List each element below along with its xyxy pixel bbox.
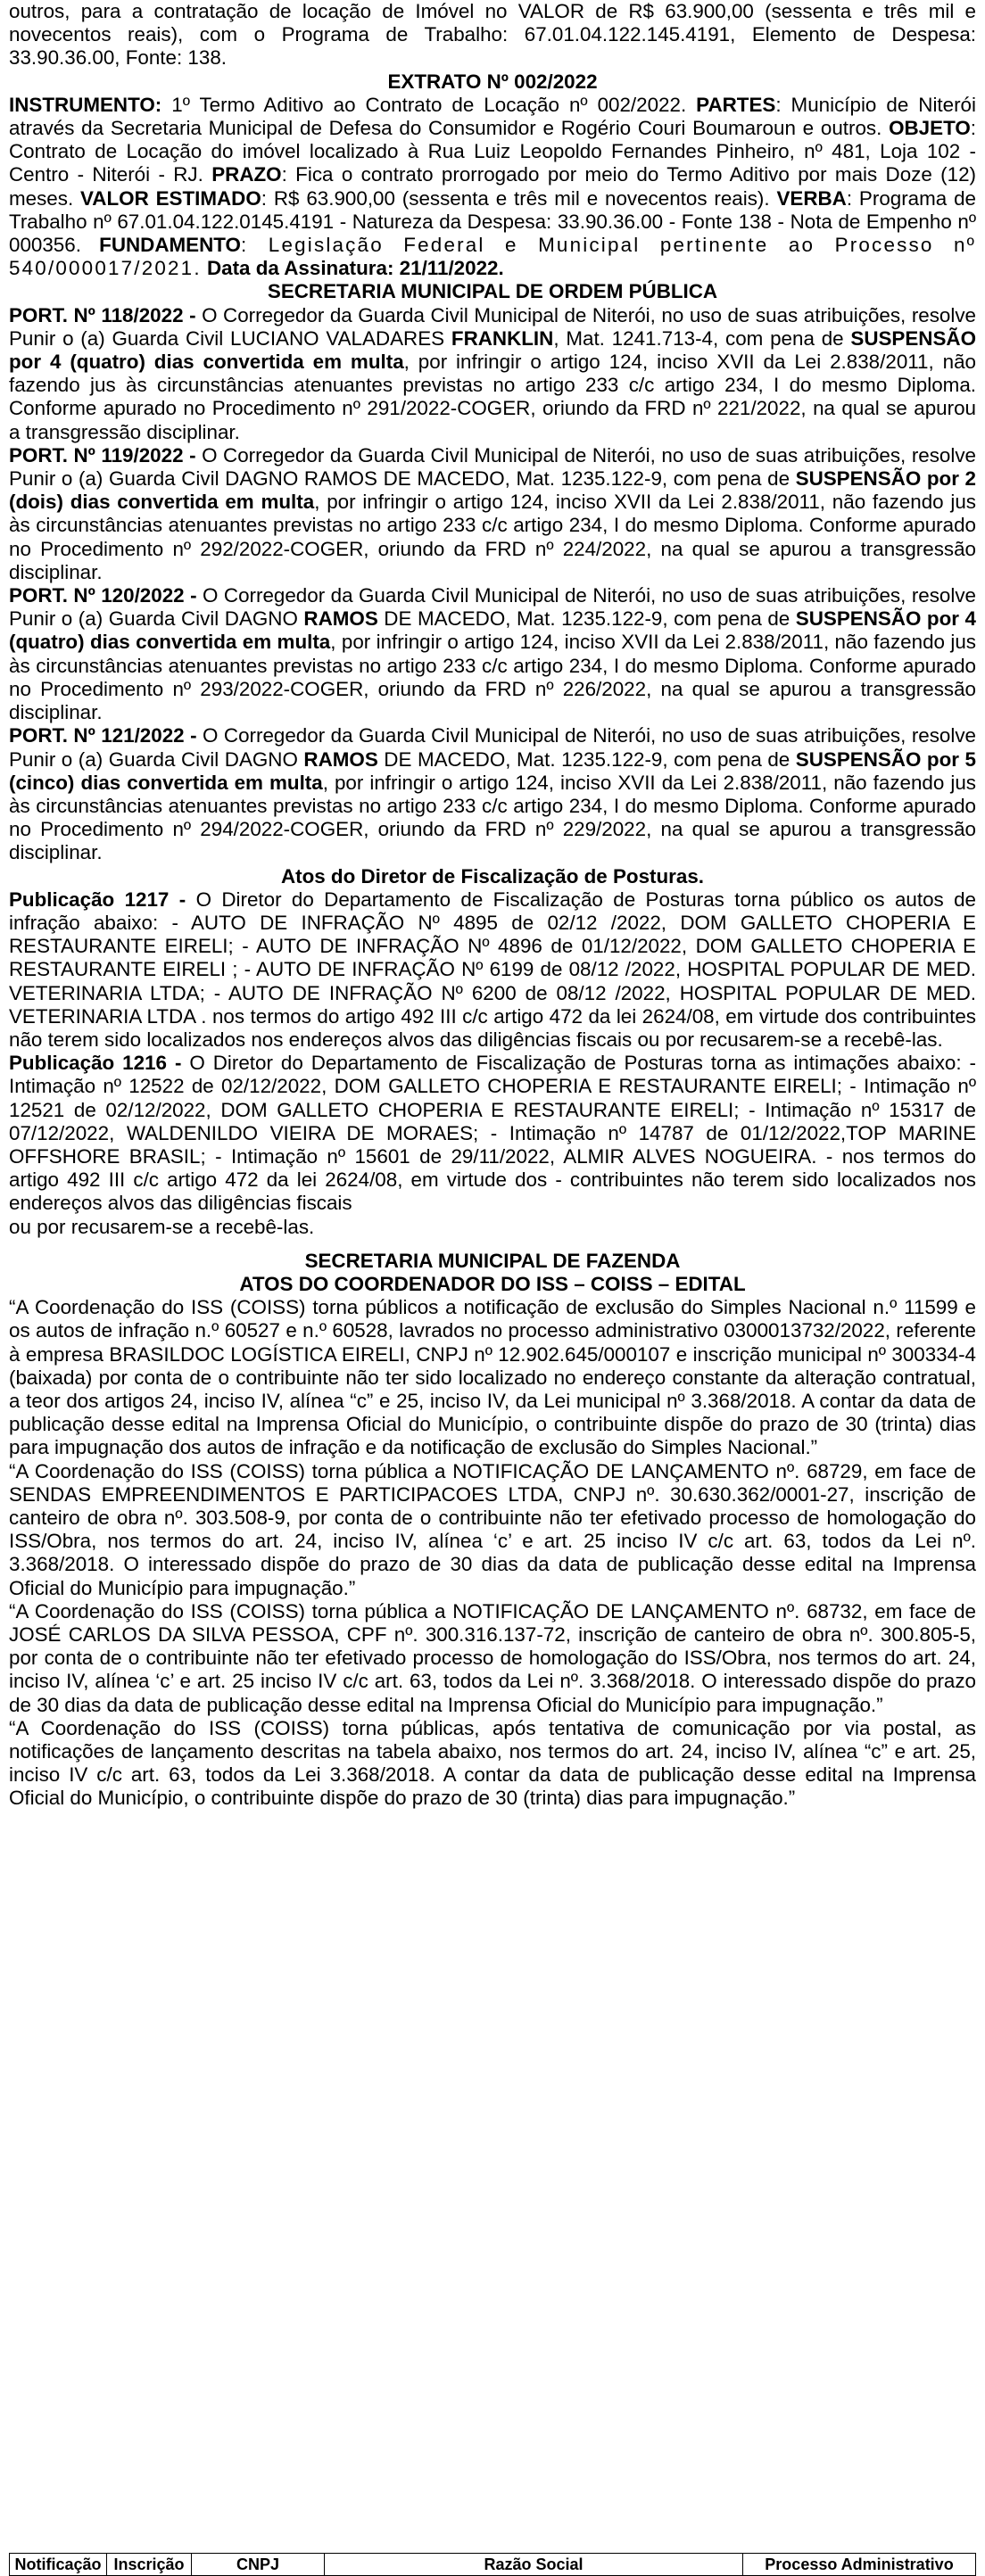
portaria-120-text-a: O Corregedor da Guarda Civil Municipal de Niterói, no uso de suas atribuições, resolve Punir o (a) Guarda Civil DAGNO — [9, 584, 976, 631]
portaria-118-head: PORT. Nº 118/2022 - — [9, 303, 196, 326]
notificacoes-table — [9, 2553, 976, 2576]
extrato-paragraph — [9, 94, 976, 281]
posturas-title: Atos do Diretor de Fiscalização de Posturas. — [280, 864, 705, 888]
publicacao-1216-head: Publicação 1216 - — [9, 1052, 182, 1075]
text-fundamento: : Legislação Federal e Municipal pertinente ao Processo nº 540/000017/2021. — [9, 234, 976, 280]
coiss-title: ATOS DO COORDENADOR DO ISS – COISS – EDITAL — [239, 1272, 746, 1295]
portaria-118-text-b: , Mat. 1241.713-4, com pena de — [553, 326, 851, 350]
portaria-118-text-a: O Corregedor da Guarda Civil Municipal de Niterói, no uso de suas atribuições, resolve Punir o (a) Guarda Civil LUCIANO VALADARES — [9, 303, 976, 350]
publicacao-1216-text: O Diretor do Departamento de Fiscalização de Posturas torna as intimações abaixo: - Intimação nº 12522 de 02/12/2022, DOM GALLETO CHOPERIA E RESTAURANTE EIRELI; - Intimação nº 12521 de 02/12/2022, DOM GALLETO CHOPERIA E RESTAURANTE EIRELI; - Intimação nº 15317 de 07/12/2022, WALDENILDO VIEIRA DE MORAES; - Intimação nº 14787 de 01/12/2022,TOP MARINE OFFSHORE BRASIL; - Intimação nº 15601 de 29/11/2022, ALMIR ALVES NOGUEIRA. - nos termos do artigo 492 III c/c artigo 472 da lei 2624/08, em virtude dos - contribuintes não terem sido localizados nos endereços alvos das diligências fiscais — [9, 1052, 976, 1215]
intro-paragraph: outros, para a contratação de locação de Imóvel no VALOR de R$ 63.900,00 (sessenta e três mil e novecentos reais), com o Programa de Trabalho: 67.01.04.122.145.4191, Elemento de Despesa: 33.90.36.00, Fonte: 138. — [9, 0, 976, 70]
portaria-119 — [9, 444, 976, 584]
ordem-publica-title: SECRETARIA MUNICIPAL DE ORDEM PÚBLICA — [267, 280, 718, 303]
portaria-121-head: PORT. Nº 121/2022 - — [9, 724, 197, 747]
publicacao-1217 — [9, 888, 976, 1052]
edital-3: “A Coordenação do ISS (COISS) torna pública a NOTIFICAÇÃO DE LANÇAMENTO nº. 68732, em face de JOSÉ CARLOS DA SILVA PESSOA, CPF nº. 300.316.137-72, inscrição de canteiro de obra nº. 300.805-5, por conta de o contribuinte não ter efetivado processo de homologação do ISS/Obra, nos termos do art. 24, inciso IV, alínea ‘c’ e art. 25 inciso IV c/c art. 63, todos da Lei nº. 3.368/2018. O interessado dispõe do prazo de 30 dias da data de publicação desse edital na Imprensa Oficial do Município para impugnação.” — [9, 1599, 976, 1716]
portaria-118-name: FRANKLIN — [451, 326, 554, 350]
publicacao-1216 — [9, 1052, 976, 1215]
table-header-row — [10, 2554, 976, 2576]
portaria-120-pena: SUSPENSÃO por 4 (quatro) dias convertida em multa — [9, 607, 976, 654]
portaria-121-pena: SUSPENSÃO por 5 (cinco) dias convertida em multa — [9, 747, 976, 794]
portaria-121-text-a: O Corregedor da Guarda Civil Municipal de Niterói, no uso de suas atribuições, resolve Punir o (a) Guarda Civil DAGNO — [9, 724, 976, 771]
label-fundamento: FUNDAMENTO — [99, 234, 241, 257]
header-cnpj: CNPJ — [192, 2554, 325, 2576]
portaria-120-text-b: DE MACEDO, Mat. 1235.122-9, com pena de — [377, 607, 796, 631]
portaria-118-pena: SUSPENSÃO por 4 (quatro) dias convertida em multa — [9, 326, 976, 374]
publicacao-1217-text: O Diretor do Departamento de Fiscalização de Posturas torna público os autos de infração abaixo: - AUTO DE INFRAÇÃO Nº 4895 de 02/12 /2022, DOM GALLETO CHOPERIA E RESTAURANTE EIRELI; - AUTO DE INFRAÇÃO Nº 4896 de 01/12/2022, DOM GALLETO CHOPERIA E RESTAURANTE EIRELI ; - AUTO DE INFRAÇÃO Nº 6199 de 08/12 /2022, HOSPITAL POPULAR DE MED. VETERINARIA LTDA; - AUTO DE INFRAÇÃO Nº 6200 de 08/12 /2022, HOSPITAL POPULAR DE MED. VETERINARIA LTDA . nos termos do artigo 492 III c/c artigo 472 da lei 2624/08, em virtude dos contribuintes não terem sido localizados nos endereços alvos das diligências fiscais ou por recusarem-se a recebê-las. — [9, 888, 976, 1051]
text-prazo: : Fica o contrato prorrogado por meio do Termo Aditivo por mais Doze (12) meses. — [9, 163, 976, 210]
label-objeto: OBJETO — [889, 117, 971, 140]
label-instrumento: INSTRUMENTO: — [9, 93, 162, 116]
text-verba: : Programa de Trabalho nº 67.01.04.122.0145.4191 - Natureza da Despesa: 33.90.36.00 - Fonte 138 - Nota de Empenho nº 000356. — [9, 186, 976, 257]
portaria-120 — [9, 584, 976, 724]
text-valor: : R$ 63.900,00 (sessenta e três mil e novecentos reais). — [261, 186, 777, 210]
edital-2: “A Coordenação do ISS (COISS) torna pública a NOTIFICAÇÃO DE LANÇAMENTO nº. 68729, em face de SENDAS EMPREENDIMENTOS E PARTICIPACOES LTDA, CNPJ nº. 30.630.362/0001-27, inscrição de canteiro de obra nº. 303.508-9, por conta de o contribuinte não ter efetivado processo de homologação do ISS/Obra, nos termos do art. 24, inciso IV, alínea ‘c’ e art. 25 inciso IV c/c art. 63, todos da Lei nº. 3.368/2018. O interessado dispõe do prazo de 30 dias da data de publicação desse edital na Imprensa Oficial do Município para impugnação.” — [9, 1459, 976, 1599]
label-valor: VALOR ESTIMADO — [80, 186, 261, 210]
fazenda-title: SECRETARIA MUNICIPAL DE FAZENDA — [304, 1249, 681, 1272]
label-data-assinatura: Data da Assinatura: — [201, 257, 394, 280]
portaria-120-name: RAMOS — [303, 607, 378, 631]
publicacao-1217-head: Publicação 1217 - — [9, 888, 186, 911]
text-data-assinatura: 21/11/2022. — [393, 257, 504, 280]
publicacao-1216-tail: ou por recusarem-se a recebê-las. — [9, 1215, 315, 1238]
header-razao-social: Razão Social — [325, 2554, 743, 2576]
portaria-118-text-c: , por infringir o artigo 124, inciso XVII da Lei 2.838/2011, não fazendo jus às circunstâncias atenuantes previstas no artigo 233 c/c artigo 234, I do mesmo Diploma. Conforme apurado no Procedimento nº 291/2022-COGER, oriundo da FRD nº 221/2022, na qual se apurou a transgressão disciplinar. — [9, 351, 976, 443]
edital-4: “A Coordenação do ISS (COISS) torna públicas, após tentativa de comunicação por via postal, as notificações de lançamento descritas na tabela abaixo, nos termos do art. 24, inciso IV, alínea “c” e art. 25, inciso IV c/c art. 63, todos da Lei 3.368/2018. A contar da data de publicação desse edital na Imprensa Oficial do Município, o contribuinte dispõe do prazo de 30 (trinta) dias para impugnação.” — [9, 1716, 976, 1810]
header-inscricao: Inscrição — [107, 2554, 192, 2576]
portaria-118 — [9, 304, 976, 444]
label-prazo: PRAZO — [211, 163, 282, 186]
portaria-119-text-c: , por infringir o artigo 124, inciso XVII da Lei 2.838/2011, não fazendo jus às circunstâncias atenuantes previstas no artigo 233 c/c artigo 234, I do mesmo Diploma. Conforme apurado no Procedimento nº 292/2022-COGER, oriundo da FRD nº 224/2022, na qual se apurou a transgressão disciplinar. — [9, 491, 977, 583]
text-objeto: : Contrato de Locação do imóvel localizado à Rua Luiz Leopoldo Fernandes Pinheiro, nº 481, Loja 102 - Centro - Niterói - RJ. — [9, 117, 976, 186]
portaria-120-head: PORT. Nº 120/2022 - — [9, 584, 197, 607]
header-processo-administrativo: Processo Administrativo — [743, 2554, 976, 2576]
portaria-119-head: PORT. Nº 119/2022 - — [9, 443, 196, 466]
label-verba: VERBA — [776, 186, 847, 210]
portaria-119-pena: SUSPENSÃO por 2 (dois) dias convertida em multa — [9, 467, 976, 514]
portaria-121-text-b: DE MACEDO, Mat. 1235.122-9, com pena de — [377, 747, 796, 771]
text-partes: : Município de Niterói através da Secretaria Municipal de Defesa do Consumidor e Rogério Couri Boumaroun e outros. — [9, 93, 976, 140]
header-notificacao: Notificação — [10, 2554, 107, 2576]
portaria-119-text-a: O Corregedor da Guarda Civil Municipal de Niterói, no uso de suas atribuições, resolve Punir o (a) Guarda Civil DAGNO RAMOS DE MACEDO, Mat. 1235.122-9, com pena de — [9, 443, 976, 491]
portaria-121-name: RAMOS — [303, 747, 378, 771]
label-partes: PARTES — [696, 93, 776, 116]
portaria-121 — [9, 724, 976, 864]
extrato-title: EXTRATO Nº 002/2022 — [387, 70, 598, 93]
portaria-120-text-c: , por infringir o artigo 124, inciso XVII da Lei 2.838/2011, não fazendo jus às circunstâncias atenuantes previstas no artigo 233 c/c artigo 234, I do mesmo Diploma. Conforme apurado no Procedimento nº 293/2022-COGER, oriundo da FRD nº 226/2022, na qual se apurou a transgressão disciplinar. — [9, 631, 977, 724]
portaria-121-text-c: , por infringir o artigo 124, inciso XVII da Lei 2.838/2011, não fazendo jus às circunstâncias atenuantes previstas no artigo 233 c/c artigo 234, I do mesmo Diploma. Conforme apurado no Procedimento nº 294/2022-COGER, oriundo da FRD nº 229/2022, na qual se apurou a transgressão disciplinar. — [9, 771, 976, 864]
text-instrumento: 1º Termo Aditivo ao Contrato de Locação nº 002/2022. — [161, 93, 697, 116]
edital-1: “A Coordenação do ISS (COISS) torna públicos a notificação de exclusão do Simples Nacional n.º 11599 e os autos de infração n.º 60527 e n.º 60528, lavrados no processo administrativo 0300013732/2022, referente à empresa BRASILDOC LOGÍSTICA EIRELI, CNPJ nº 12.902.645/000107 e inscrição municipal nº 300334-4 (baixada) por conta de o contribuinte não ter sido localizado no endereço constante da alteração contratual, a teor dos artigos 24, inciso IV, alínea “c” e 25, inciso IV, da Lei municipal nº 3.368/2018. A contar da data de publicação desse edital na Imprensa Oficial do Município, o contribuinte dispõe do prazo de 30 (trinta) dias para impugnação dos autos de infração e da notificação de exclusão do Simples Nacional.” — [9, 1296, 976, 1459]
